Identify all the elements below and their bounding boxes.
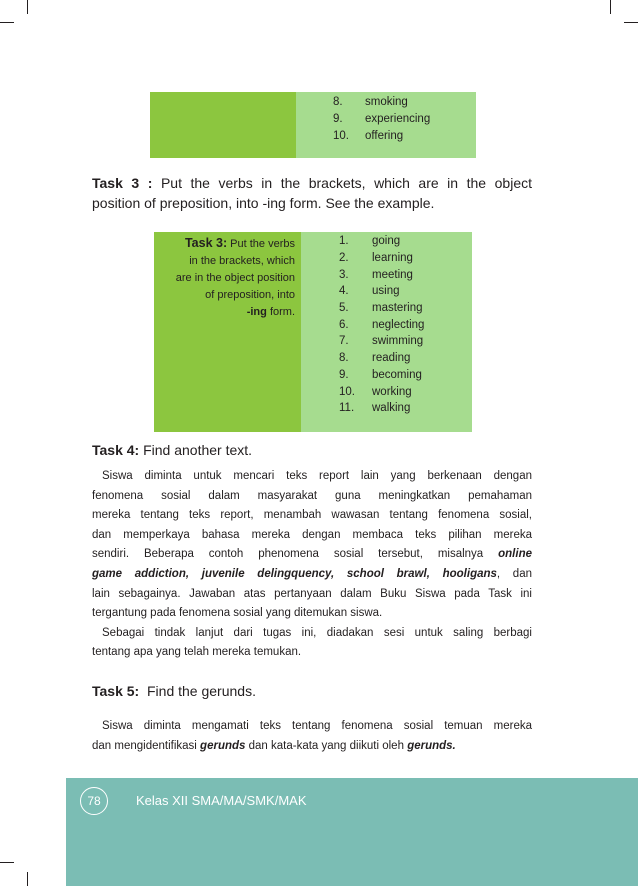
crop-mark (0, 862, 14, 863)
item-text: smoking (365, 95, 408, 108)
item-text: using (372, 285, 400, 298)
line-text: dan mengidentifikasi (92, 739, 197, 752)
task3-label: Task 3 : (92, 175, 153, 191)
item-number: 1. (339, 235, 349, 248)
paragraph-line: lain sebagainya. Jawaban atas pertanyaan dalam Buku Siswa pada Task ini (92, 587, 532, 600)
emphasis-text: game addiction, juvenile delingquency, school brawl, hooligans (92, 567, 497, 580)
task3-heading (92, 173, 532, 213)
list-item (339, 400, 472, 417)
crop-mark (624, 22, 638, 23)
task3-desc-text: form. (269, 306, 295, 318)
paragraph-line: mereka tentang teks report, menambah wawasan tentang fenomena sosial, (92, 509, 532, 522)
list-item (339, 367, 472, 384)
task3-desc-bold: -ing (246, 306, 267, 318)
item-number: 10. (333, 129, 349, 142)
task4-label: Task 4: (92, 442, 140, 458)
list-item (339, 266, 472, 283)
list-item (333, 93, 476, 110)
item-text: offering (365, 129, 404, 142)
task3-desc-text: of preposition, into (205, 289, 295, 301)
task3-table-title: Task 3: (184, 236, 228, 250)
answer-list (333, 93, 476, 144)
item-number: 9. (333, 112, 343, 125)
item-text: reading (372, 352, 411, 365)
paragraph-line (92, 545, 532, 565)
item-number: 5. (339, 302, 349, 315)
crop-mark (27, 872, 28, 886)
item-text: becoming (372, 368, 422, 381)
paragraph-line: dan memperkaya bahasa mereka dengan membaca teks pilihan mereka (92, 528, 532, 541)
paragraph-line: Siswa diminta mengamati teks tentang fenomena sosial temuan mereka (102, 720, 532, 732)
item-text: experiencing (365, 112, 431, 125)
task5-paragraph (92, 717, 532, 756)
task3-answer-table (154, 232, 472, 432)
item-number: 8. (339, 352, 349, 365)
task3-desc-text: in the brackets, which (189, 255, 295, 267)
item-number: 4. (339, 285, 349, 298)
line-text: dan kata-kata yang diikuti oleh (248, 739, 404, 752)
answer-table-left-cell (150, 92, 296, 158)
list-item (339, 333, 472, 350)
list-item (339, 383, 472, 400)
list-item (339, 316, 472, 333)
item-text: neglecting (372, 318, 425, 331)
item-text: mastering (372, 302, 423, 315)
item-number: 10. (339, 385, 355, 398)
item-number: 8. (333, 95, 343, 108)
item-number: 9. (339, 368, 349, 381)
task4-heading (92, 440, 252, 460)
item-text: going (372, 235, 401, 248)
task3-answers-cell (301, 232, 472, 432)
item-number: 11. (339, 402, 355, 415)
paragraph-line: Sebagai tindak lanjut dari tugas ini, diadakan sesi untuk saling berbagi (102, 626, 532, 639)
list-item (333, 127, 476, 144)
crop-mark (0, 22, 14, 23)
answer-table-continued (150, 92, 476, 158)
task3-instruction-line1: Put the verbs in the brackets, which are in the object (160, 175, 532, 191)
item-number: 7. (339, 335, 349, 348)
page-number: 78 (80, 787, 108, 815)
task3-description-cell (154, 232, 301, 432)
list-item (339, 300, 472, 317)
emphasis-text: gerunds (200, 739, 246, 752)
task4-title: Find another text. (143, 442, 253, 458)
list-item (339, 250, 472, 267)
list-item (333, 110, 476, 127)
book-title: Kelas XII SMA/MA/SMK/MAK (136, 793, 307, 808)
list-item (339, 283, 472, 300)
item-text: swimming (372, 335, 424, 348)
item-number: 3. (339, 268, 349, 281)
emphasis-text: online (498, 548, 532, 561)
item-number: 6. (339, 318, 349, 331)
item-text: working (372, 385, 412, 398)
line-text: sendiri. Beberapa contoh phenomena sosial tersebut, misalnya (92, 548, 484, 561)
list-item (339, 233, 472, 250)
paragraph-line: fenomena sosial dalam masyarakat guna meningkatkan pemahaman (92, 489, 532, 502)
item-text: meeting (372, 268, 413, 281)
paragraph-line: Siswa diminta untuk mencari teks report lain yang berkenaan dengan (102, 470, 532, 482)
paragraph-line: tentang apa yang telah mereka temukan. (92, 646, 302, 659)
task4-paragraph (92, 467, 532, 663)
answer-list (339, 233, 472, 417)
answer-table-right-cell (296, 92, 476, 158)
line-text: , dan (496, 567, 532, 580)
task5-label: Task 5: (92, 683, 140, 699)
list-item (339, 350, 472, 367)
item-number: 2. (339, 252, 349, 265)
task5-title: Find the gerunds. (147, 683, 256, 699)
task3-instruction-line2: position of preposition, into -ing form. See the example. (92, 195, 435, 211)
task5-heading (92, 681, 256, 701)
item-text: learning (372, 252, 413, 265)
crop-mark (610, 0, 611, 14)
paragraph-line (92, 565, 532, 585)
emphasis-text: gerunds. (407, 739, 456, 752)
item-text: walking (372, 402, 411, 415)
paragraph-line (92, 737, 532, 757)
task3-desc-text: are in the object position (175, 272, 295, 284)
crop-mark (27, 0, 28, 14)
task3-desc-text: Put the verbs (230, 238, 295, 250)
paragraph-line: tergantung pada fenomena sosial yang ditemukan siswa. (92, 607, 383, 620)
